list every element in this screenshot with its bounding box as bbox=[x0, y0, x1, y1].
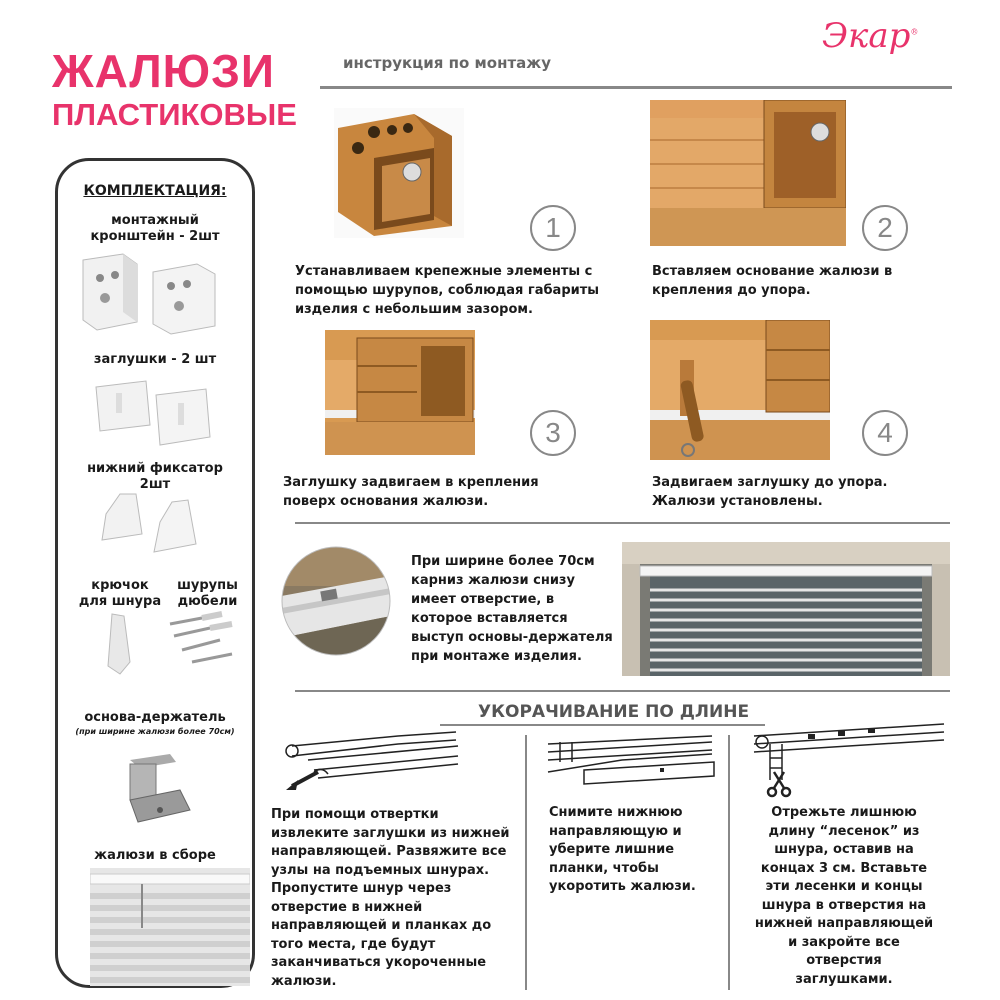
holder-image bbox=[110, 750, 200, 835]
wide-blind-note: При ширине более 70см карниз жалюзи снизу имеет отверстие, в которое вставляется выступ основы-держателя при монтаже изделия. bbox=[411, 554, 613, 664]
column-divider-1 bbox=[525, 735, 527, 990]
step2-text: Вставляем основание жалюзи в крепления до упора. bbox=[652, 264, 893, 298]
shortening-title-underline bbox=[440, 724, 765, 726]
remove-rail-diagram bbox=[542, 732, 717, 794]
screws-image bbox=[162, 610, 242, 672]
step4-text: Задвигаем заглушку до упора. Жалюзи установлены. bbox=[652, 475, 888, 509]
step4-number: 4 bbox=[862, 410, 908, 456]
holder-note: (при ширине жалюзи более 70см) bbox=[75, 727, 235, 736]
step2-photo bbox=[650, 100, 846, 246]
step2-number: 2 bbox=[862, 205, 908, 251]
remove-caps-diagram bbox=[278, 728, 460, 798]
step4-photo bbox=[650, 320, 830, 460]
kit-heading: КОМПЛЕКТАЦИЯ: bbox=[83, 183, 227, 199]
section-divider-2 bbox=[295, 690, 950, 692]
brand-logo: Экар® bbox=[822, 16, 919, 56]
step1-number: 1 bbox=[530, 205, 576, 251]
shortening-title: УКОРАЧИВАНИЕ ПО ДЛИНЕ bbox=[478, 702, 750, 722]
header-divider bbox=[320, 86, 952, 89]
fixator-image bbox=[92, 492, 222, 557]
instruction-caption: инструкция по монтажу bbox=[343, 54, 551, 72]
assembled-blinds-image bbox=[90, 868, 250, 986]
screws-label: шурупы дюбели bbox=[177, 578, 238, 609]
hook-image bbox=[90, 610, 150, 680]
step1-photo bbox=[334, 108, 464, 238]
step1-text: Устанавливаем крепежные элементы с помощью шурупов, соблюдая габариты изделия с небольшим зазором. bbox=[295, 264, 600, 317]
bracket-image bbox=[75, 250, 235, 335]
shortening-step2-text: Снимите нижнюю направляющую и уберите лишние планки, чтобы укоротить жалюзи. bbox=[549, 805, 696, 894]
caps-image bbox=[88, 375, 228, 450]
shortening-step1-text: При помощи отвертки извлеките заглушки из нижней направляющей. Развяжите все узлы на подъемных шнурах. Пропустите шнур через отверстие в нижней направляющей и планках до того места, где будут заканчиваться укороченные жалюзи. bbox=[271, 807, 510, 989]
step3-text: Заглушку задвигаем в крепления поверх основания жалюзи. bbox=[283, 475, 539, 509]
cut-ladder-diagram bbox=[748, 720, 948, 798]
assembled-label: жалюзи в сборе bbox=[94, 848, 216, 863]
step3-photo bbox=[325, 330, 475, 455]
holder-label: основа-держатель bbox=[84, 710, 226, 725]
page-subtitle: ПЛАСТИКОВЫЕ bbox=[52, 97, 297, 132]
page-title: ЖАЛЮЗИ bbox=[52, 45, 275, 97]
hook-label: крючок для шнура bbox=[78, 578, 162, 609]
installed-blinds-photo bbox=[622, 542, 950, 676]
step3-number: 3 bbox=[530, 410, 576, 456]
column-divider-2 bbox=[728, 735, 730, 990]
fixator-label: нижний фиксатор 2шт bbox=[87, 461, 223, 492]
shortening-step3-text: Отрежьте лишнюю длину “лесенок” из шнура, оставив на концах 3 см. Вставьте эти лесенки и концы шнура в отверстия на нижней направляющей и закройте все отверстия заглушками. bbox=[754, 805, 934, 987]
section-divider-1 bbox=[295, 522, 950, 524]
caps-label: заглушки - 2 шт bbox=[93, 352, 217, 367]
bottom-rail-closeup-photo bbox=[281, 546, 391, 656]
bracket-label: монтажный кронштейн - 2шт bbox=[90, 213, 220, 244]
